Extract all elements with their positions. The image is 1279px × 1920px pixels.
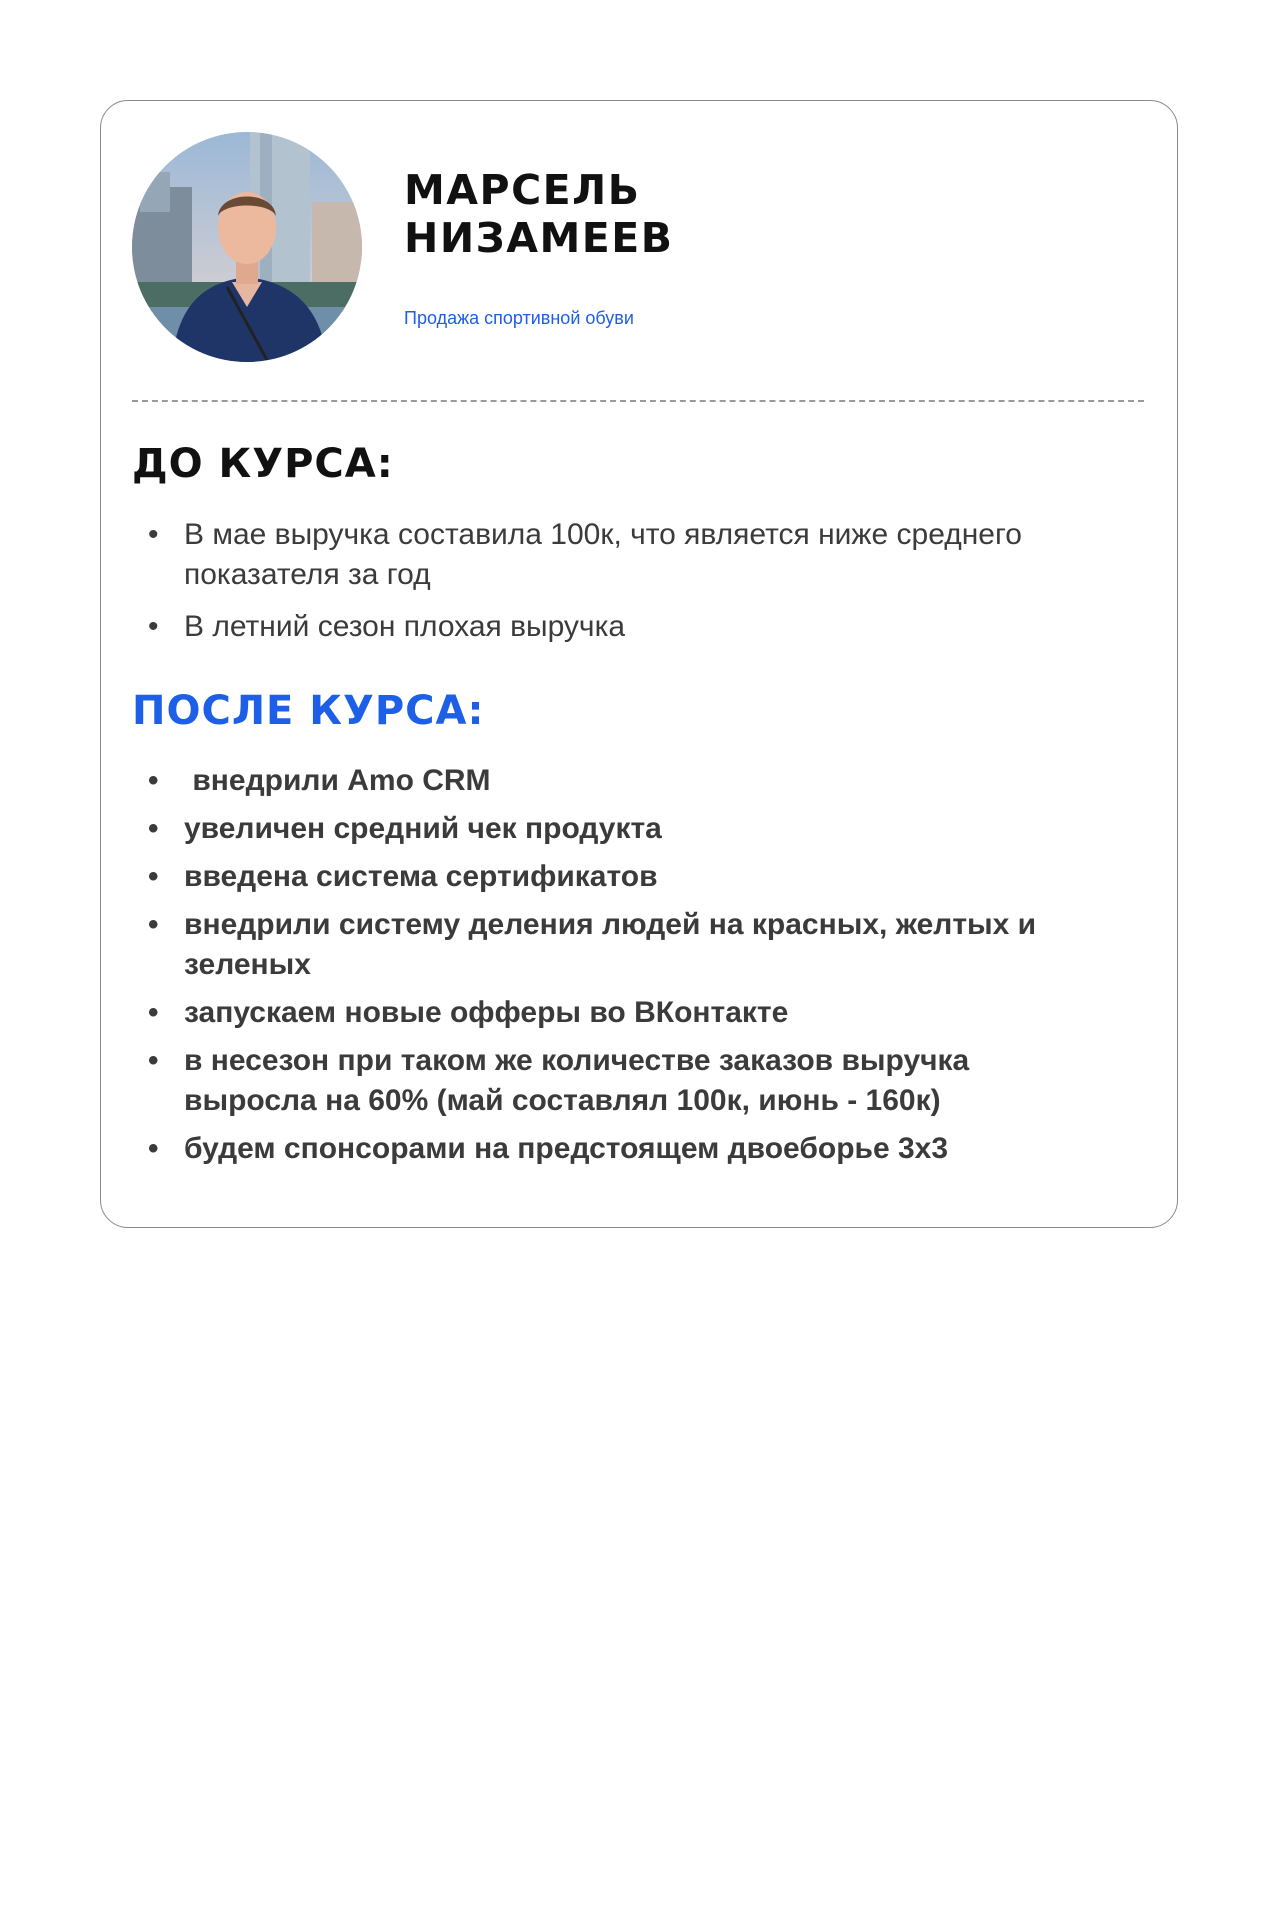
after-course-heading: ПОСЛЕ КУРСА: [132, 688, 485, 734]
bullet-icon: • [148, 1044, 159, 1077]
list-item-text: внедрили Amo CRM [184, 764, 491, 797]
person-name [404, 166, 1004, 262]
dashed-divider [132, 400, 1144, 402]
list-item [148, 761, 1044, 801]
bullet-icon: • [148, 764, 159, 797]
bullet-icon: • [148, 860, 159, 893]
before-course-heading: ДО КУРСА: [132, 441, 394, 487]
list-item [148, 993, 1044, 1033]
business-subtitle: Продажа спортивной обуви [404, 308, 634, 328]
list-item [148, 1129, 1044, 1169]
list-item [148, 905, 1044, 985]
bullet-icon: • [148, 518, 159, 551]
list-item [148, 809, 1044, 849]
before-course-list [148, 515, 1148, 659]
person-name-line2: НИЗАМЕЕВ [404, 214, 674, 262]
bullet-icon: • [148, 908, 159, 941]
list-item-text: введена система сертификатов [184, 860, 658, 893]
list-item-text: внедрили систему деления людей на красных, желтых и зеленых [184, 908, 1037, 981]
avatar-photo [132, 132, 362, 362]
case-card [100, 100, 1178, 1228]
bullet-icon: • [148, 812, 159, 845]
bullet-icon: • [148, 996, 159, 1029]
bullet-icon: • [148, 1132, 159, 1165]
list-item-text: В мае выручка составила 100к, что является ниже среднего показателя за год [184, 518, 1022, 591]
list-item-text: увеличен средний чек продукта [184, 812, 662, 845]
list-item [148, 857, 1044, 897]
list-item-text: В летний сезон плохая выручка [184, 610, 626, 643]
person-name-line1: МАРСЕЛЬ [404, 166, 641, 214]
bullet-icon: • [148, 610, 159, 643]
list-item [148, 1041, 1044, 1121]
after-course-list [148, 761, 1148, 1177]
avatar [132, 132, 362, 362]
list-item-text: будем спонсорами на предстоящем двоеборье 3x3 [184, 1132, 949, 1165]
list-item [148, 515, 1084, 595]
list-item-text: запускаем новые офферы во ВКонтакте [184, 996, 789, 1029]
list-item [148, 607, 1084, 647]
list-item-text: в несезон при таком же количестве заказов выручка выросла на 60% (май составлял 100к, июнь - 160к) [184, 1044, 970, 1117]
